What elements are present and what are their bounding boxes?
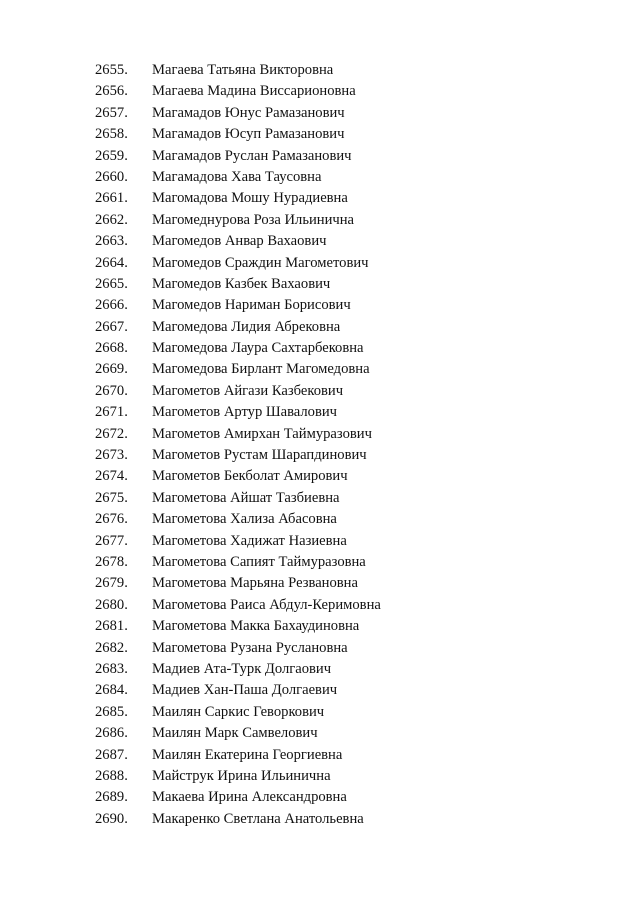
entry-name: Магометова Хализа Абасовна bbox=[152, 511, 337, 528]
entry-number: 2657. bbox=[95, 104, 128, 121]
entry-number: 2684. bbox=[95, 682, 128, 699]
entry-number: 2675. bbox=[95, 489, 128, 506]
list-item bbox=[0, 103, 640, 124]
entry-name: Магометова Хадижат Назиевна bbox=[152, 532, 347, 549]
entry-number: 2668. bbox=[95, 340, 128, 357]
entry-number: 2683. bbox=[95, 660, 128, 677]
list-item bbox=[0, 167, 640, 188]
entry-name: Маилян Екатерина Георгиевна bbox=[152, 746, 343, 763]
list-item bbox=[0, 402, 640, 423]
entry-number: 2677. bbox=[95, 532, 128, 549]
entry-name: Магометова Айшат Тазбиевна bbox=[152, 489, 340, 506]
list-item bbox=[0, 295, 640, 316]
entry-name: Магометова Рузана Руслановна bbox=[152, 639, 348, 656]
entry-number: 2663. bbox=[95, 233, 128, 250]
entry-name: Магомедов Нариман Борисович bbox=[152, 297, 351, 314]
entry-number: 2658. bbox=[95, 126, 128, 143]
entry-name: Магамадов Руслан Рамазанович bbox=[152, 147, 352, 164]
entry-name: Магамадов Юнус Рамазанович bbox=[152, 104, 345, 121]
entry-number: 2686. bbox=[95, 725, 128, 742]
entry-name: Магомедов Анвар Вахаович bbox=[152, 233, 327, 250]
entry-name: Макаренко Светлана Анатольевна bbox=[152, 810, 364, 827]
entry-number: 2667. bbox=[95, 318, 128, 335]
entry-number: 2666. bbox=[95, 297, 128, 314]
entry-number: 2670. bbox=[95, 382, 128, 399]
entry-name: Маилян Саркис Геворкович bbox=[152, 703, 325, 720]
entry-name: Мадиев Хан-Паша Долгаевич bbox=[152, 682, 338, 699]
entry-name: Магомедов Казбек Вахаович bbox=[152, 275, 331, 292]
list-item bbox=[0, 210, 640, 231]
entry-name: Магометова Макка Бахаудиновна bbox=[152, 618, 360, 635]
list-item bbox=[0, 616, 640, 637]
entry-number: 2661. bbox=[95, 190, 128, 207]
entry-name: Магометова Сапият Таймуразовна bbox=[152, 553, 366, 570]
entry-number: 2655. bbox=[95, 62, 128, 78]
entry-name: Магомедов Сраждин Магометович bbox=[152, 254, 369, 271]
entry-number: 2665. bbox=[95, 275, 128, 292]
entry-name: Магаева Татьяна Викторовна bbox=[152, 62, 334, 78]
entry-number: 2689. bbox=[95, 789, 128, 806]
list-item bbox=[0, 253, 640, 274]
entry-number: 2656. bbox=[95, 83, 128, 100]
entry-number: 2679. bbox=[95, 575, 128, 592]
entry-name: Магометова Марьяна Резвановна bbox=[152, 575, 358, 592]
entry-name: Магомеднурова Роза Ильинична bbox=[152, 211, 355, 228]
entry-name: Магометов Артур Шавалович bbox=[152, 404, 338, 421]
list-item bbox=[0, 317, 640, 338]
entry-name: Магамадов Юсуп Рамазанович bbox=[152, 126, 345, 143]
entry-name: Магометова Раиса Абдул-Керимовна bbox=[152, 596, 381, 613]
list-item bbox=[0, 359, 640, 380]
list-item bbox=[0, 809, 640, 830]
entry-name: Магометов Амирхан Таймуразович bbox=[152, 425, 372, 442]
entry-name: Магаева Мадина Виссарионовна bbox=[152, 83, 356, 100]
entry-number: 2660. bbox=[95, 168, 128, 185]
entry-name: Магомедова Бирлант Магомедовна bbox=[152, 361, 370, 378]
list-item bbox=[0, 81, 640, 102]
entry-name: Магометов Айгази Казбекович bbox=[152, 382, 344, 399]
entry-number: 2673. bbox=[95, 447, 128, 464]
list-item bbox=[0, 424, 640, 445]
list-item bbox=[0, 638, 640, 659]
entry-number: 2678. bbox=[95, 553, 128, 570]
list-item bbox=[0, 766, 640, 787]
list-item bbox=[0, 445, 640, 466]
entry-name: Магометов Бекболат Амирович bbox=[152, 468, 348, 485]
list-item bbox=[0, 787, 640, 808]
entry-number: 2685. bbox=[95, 703, 128, 720]
list-item bbox=[0, 466, 640, 487]
entry-name: Макаева Ирина Александровна bbox=[152, 789, 347, 806]
entry-number: 2664. bbox=[95, 254, 128, 271]
entry-number: 2680. bbox=[95, 596, 128, 613]
list-item bbox=[0, 188, 640, 209]
entry-number: 2676. bbox=[95, 511, 128, 528]
entry-name: Магомедова Лидия Абрековна bbox=[152, 318, 341, 335]
entry-name: Магометов Рустам Шарапдинович bbox=[152, 447, 367, 464]
entry-name: Мадиев Ата-Турк Долгаович bbox=[152, 660, 332, 677]
entry-name: Маилян Марк Самвелович bbox=[152, 725, 318, 742]
entry-number: 2690. bbox=[95, 810, 128, 827]
list-item bbox=[0, 381, 640, 402]
entry-number: 2669. bbox=[95, 361, 128, 378]
list-item bbox=[0, 531, 640, 552]
list-item bbox=[0, 146, 640, 167]
entry-number: 2659. bbox=[95, 147, 128, 164]
entry-name: Магамадова Хава Таусовна bbox=[152, 168, 322, 185]
list-item bbox=[0, 723, 640, 744]
list-item bbox=[0, 60, 640, 81]
entry-number: 2687. bbox=[95, 746, 128, 763]
list-item bbox=[0, 274, 640, 295]
list-item bbox=[0, 552, 640, 573]
entry-number: 2681. bbox=[95, 618, 128, 635]
entry-number: 2688. bbox=[95, 767, 128, 784]
list-item bbox=[0, 231, 640, 252]
list-item bbox=[0, 659, 640, 680]
entry-name: Магомедова Лаура Сахтарбековна bbox=[152, 340, 364, 357]
list-item bbox=[0, 488, 640, 509]
list-item bbox=[0, 745, 640, 766]
entry-name: Магомадова Мошу Нурадиевна bbox=[152, 190, 348, 207]
entry-number: 2672. bbox=[95, 425, 128, 442]
entry-number: 2674. bbox=[95, 468, 128, 485]
entry-number: 2682. bbox=[95, 639, 128, 656]
name-list bbox=[0, 60, 640, 830]
entry-number: 2671. bbox=[95, 404, 128, 421]
list-item bbox=[0, 573, 640, 594]
entry-number: 2662. bbox=[95, 211, 128, 228]
list-item bbox=[0, 702, 640, 723]
list-item bbox=[0, 509, 640, 530]
list-item bbox=[0, 124, 640, 145]
list-item bbox=[0, 680, 640, 701]
entry-name: Майструк Ирина Ильинична bbox=[152, 767, 331, 784]
list-item bbox=[0, 338, 640, 359]
list-item bbox=[0, 595, 640, 616]
